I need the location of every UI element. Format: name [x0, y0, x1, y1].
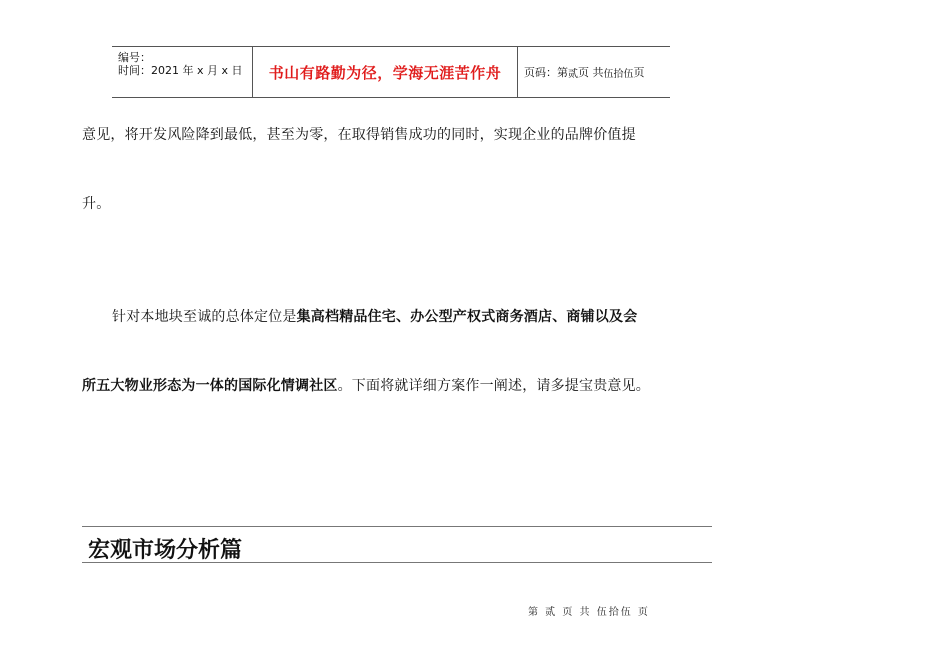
date-label: 时间：2021 年 x 月 x 日: [118, 64, 243, 77]
page-current: 贰: [568, 68, 578, 80]
paragraph-line-3: [112, 306, 637, 326]
paragraph-line-2: 升。: [82, 196, 111, 212]
serial-number-label: 编号：: [118, 51, 151, 64]
page-total: 伍拾伍: [603, 68, 634, 80]
section-bottom-rule: [82, 562, 712, 563]
header-page-number: [518, 47, 670, 97]
page-suffix: 页: [633, 66, 645, 79]
page-prefix: 页码：第: [524, 66, 568, 79]
page-header: [112, 46, 670, 98]
page-footer: 第 贰 页 共 伍拾伍 页: [528, 607, 650, 618]
section-heading: 宏观市场分析篇: [88, 538, 243, 563]
positioning-highlight-1: 集高档精品住宅、办公型产权式商务酒店、商铺以及会: [296, 309, 638, 325]
section-top-rule: [82, 526, 712, 527]
page-middle: 页 共: [578, 66, 604, 79]
positioning-outro: 。下面将就详细方案作一阐述，请多提宝贵意见。: [337, 378, 651, 394]
positioning-intro: 针对本地块至诚的总体定位是: [112, 309, 297, 325]
positioning-highlight-2: 所五大物业形态为一体的国际化情调社区: [82, 378, 338, 394]
paragraph-line-1: 意见，将开发风险降到最低，甚至为零，在取得销售成功的同时，实现企业的品牌价值提: [82, 127, 636, 143]
header-motto: 书山有路勤为径，学海无涯苦作舟: [253, 47, 518, 97]
header-meta: [112, 47, 253, 97]
paragraph-line-4: [82, 375, 650, 395]
